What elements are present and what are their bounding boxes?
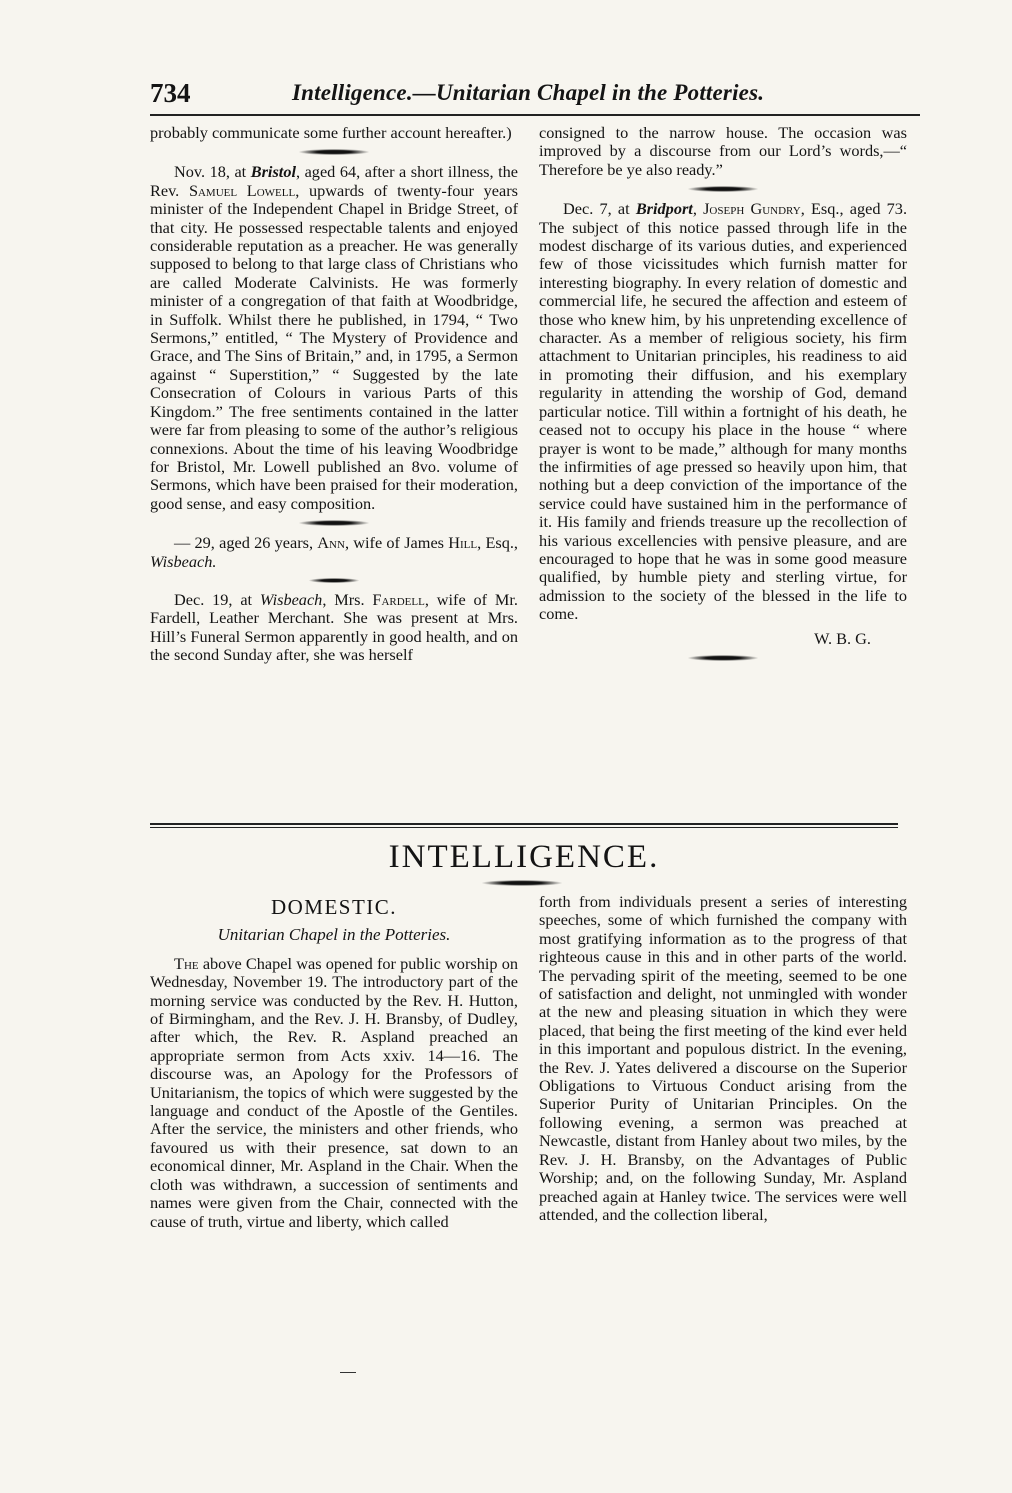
- author-signature: W. B. G.: [814, 628, 871, 648]
- ornament-divider: [309, 578, 359, 583]
- obituary-fardell: [150, 591, 518, 665]
- ornament-divider: [688, 655, 758, 661]
- obit-text: , Mrs.: [322, 589, 373, 609]
- obit-place: Wisbeach.: [150, 551, 217, 571]
- obituary-gundry: [539, 200, 907, 623]
- obit-place: Wisbeach: [259, 589, 323, 609]
- running-title: Intelligence.—Unitarian Chapel in the Potteries.: [292, 80, 765, 105]
- article-title: Unitarian Chapel in the Potteries.: [217, 925, 451, 945]
- obituary-lowell: [150, 163, 518, 513]
- article-column-right: [539, 893, 907, 1224]
- obituary-column-right: [539, 124, 907, 669]
- obit-name: Fardell: [372, 589, 425, 609]
- subsection-title: DOMESTIC.: [270, 895, 398, 919]
- running-header: [150, 78, 920, 114]
- obit-date: Dec. 7, at: [563, 199, 636, 219]
- continued-paragraph: consigned to the narrow house. The occasion was improved by a discourse from our Lord’s words,—“ Therefore be ye also ready.”: [539, 123, 907, 179]
- ornament-divider: [299, 520, 369, 526]
- ornament-divider: [688, 186, 758, 192]
- obit-text: , Esq.,: [477, 533, 518, 553]
- ornament-divider: [299, 149, 369, 155]
- article-paragraph: forth from individuals present a series of interesting speeches, some of which furnished the company with most gratifying information as to the progress of that righteous cause in this and in other parts of the world. The pervading spirit of the meeting, seemed to be one of satisfaction and delight, not unmingled with wonder at the new and pleasing situation in which they were placed, that being the first meeting of the kind ever held in this important and populous district. In the evening, the Rev. J. Yates delivered a discourse on the Superior Obligations to Virtuous Conduct arising from the Superior Purity of Unitarian Principles. On the following evening, a sermon was preached at Newcastle, distant from Hanley about two miles, by the Rev. J. H. Bransby, on the Advantages of Public Worship; and, on the following Sunday, Mr. Aspland preached again at Hanley twice. The services were well attended, and the collection liberal,: [539, 892, 907, 1224]
- obit-place: Bristol: [250, 162, 296, 182]
- obituary-column-left: [150, 124, 518, 665]
- obit-date: Nov. 18, at: [174, 162, 251, 182]
- article-text: above Chapel was opened for public worship on Wednesday, November 19. The introductory part of the morning service was conducted by the Rev. H. Hutton, of Birmingham, and the Rev. J. H. Bransby, of Dudley, after which, the Rev. R. Aspland preached an appropriate sermon from Acts xxiv. 14—16. The discourse was, an Apology for the Professors of Unitarianism, the topics of which were suggested by the language and conduct of the Apostle of the Gentiles. After the service, the ministers and other friends, who favoured us with their presence, sat down to an economical dinner, Mr. Aspland in the Chair. When the cloth was withdrawn, a succession of sentiments and names were given from the Chair, connected with the cause of truth, virtue and liberty, which called: [150, 953, 518, 1231]
- article-column-left: [150, 890, 518, 1231]
- obit-name: Hill: [448, 533, 478, 553]
- lead-word: The: [174, 953, 199, 973]
- obit-text: , wife of Mr. Fardell, Leather Merchant. She was present at Mrs. Hill’s Funeral Sermon apparently in good health, and on the second Sunday after, she was herself: [150, 589, 519, 665]
- section-rule: [150, 823, 898, 828]
- obit-name: Samuel Lowell: [188, 180, 296, 200]
- continued-paragraph: probably communicate some further account hereafter.): [150, 123, 512, 142]
- obit-date: Dec. 19, at: [174, 589, 260, 609]
- title-ornament: [482, 880, 562, 886]
- obit-place: Bridport: [635, 199, 693, 219]
- obit-text: , upwards of twenty-four years minister of the Independent Chapel in Bridge Street, of that city. He possessed respectable talents and enjoyed considerable reputation as a preacher. He was generally supposed to belong to that large class of Christians who are called Moderate Calvinists. He was formerly minister of a congregation of that faith at Woodbridge, in Suffolk. Whilst there he published, in 1794, “ Two Sermons,” entitled, “ The Mystery of Providence and Grace, and The Sins of Britain,” and, in 1795, a Sermon against “ Superstition,” “ Suggested by the late Consecration of Colours in various Parts of this Kingdom.” The free sentiments contained in the latter were far from pleasing to some of the author’s religious connexions. About the time of his leaving Woodbridge for Bristol, Mr. Lowell published an 8vo. volume of Sermons, which have been praised for their moderation, good sense, and easy composition.: [150, 180, 518, 513]
- obit-name: Joseph Gundry: [703, 199, 801, 219]
- obituary-hill: [150, 534, 518, 571]
- obit-text: , wife of James: [344, 533, 449, 553]
- article-paragraph: [150, 955, 518, 1231]
- obit-text: , aged 64, after a short illness, the Rev.: [150, 162, 518, 200]
- obit-text: , Esq., aged 73. The subject of this notice passed through life in the modest discharge of its various duties, and experienced few of those vicissitudes which furnish matter for interesting biography. In every relation of domestic and commercial life, he secured the affection and esteem of those who knew him, by his unpretending excellence of character. As a member of religious society, his firm attachment to Unitarian principles, his readiness to aid in promoting their diffusion, and his exemplary regularity in attending the worship of God, demand particular notice. Till within a fortnight of his death, he ceased not to occupy his place in the house “ where prayer is wont to be made,” although for many months the infirmities of age pressed so heavily upon him, that nothing but a deep conviction of the importance of the service could have sustained him in the performance of it. His family and friends treasure up the recollection of his various excellencies with pensive pleasure, and are encouraged to hope that he was in some good measure qualified, by humble piety and sterling virtue, for admission to the society of the blessed in the life to come.: [539, 199, 908, 624]
- section-title: INTELLIGENCE.: [388, 839, 660, 875]
- obit-text: — 29, aged 26 years,: [174, 533, 318, 553]
- footer-mark: [340, 1372, 356, 1373]
- obit-name: Ann: [317, 533, 345, 553]
- header-rule: [150, 114, 920, 116]
- obit-text: ,: [692, 199, 704, 219]
- page-number: 734: [150, 78, 191, 108]
